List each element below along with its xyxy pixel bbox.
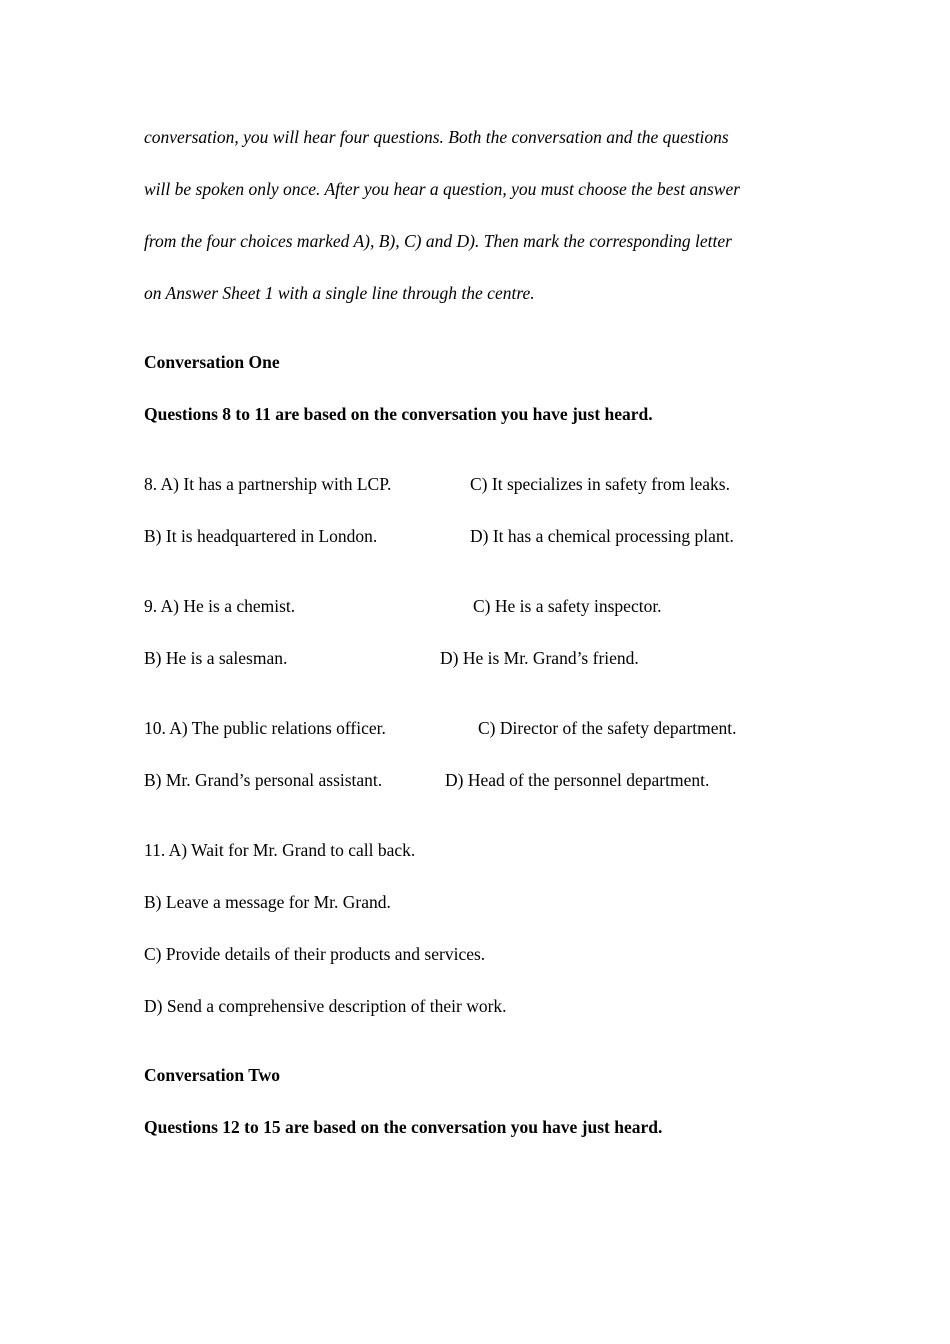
directions-line-4: on Answer Sheet 1 with a single line through the centre. bbox=[144, 283, 535, 303]
q10-option-b: B) Mr. Grand’s personal assistant. bbox=[144, 770, 383, 790]
conversation-two-instruction: Questions 12 to 15 are based on the conversation you have just heard. bbox=[144, 1117, 663, 1137]
q10-option-a: 10. A) The public relations officer. bbox=[144, 718, 386, 738]
q10-option-d: D) Head of the personnel department. bbox=[445, 770, 710, 790]
q8-option-c: C) It specializes in safety from leaks. bbox=[470, 474, 730, 494]
conversation-one-instruction: Questions 8 to 11 are based on the conversation you have just heard. bbox=[144, 404, 653, 424]
q8-option-a: 8. A) It has a partnership with LCP. bbox=[144, 474, 392, 494]
q8-option-b: B) It is headquartered in London. bbox=[144, 526, 378, 546]
directions-line-2: will be spoken only once. After you hear a question, you must choose the best answer bbox=[144, 179, 741, 199]
q11-option-b: B) Leave a message for Mr. Grand. bbox=[144, 892, 391, 912]
q11-option-d: D) Send a comprehensive description of their work. bbox=[144, 996, 507, 1016]
q8-option-d: D) It has a chemical processing plant. bbox=[470, 526, 734, 546]
q9-option-c: C) He is a safety inspector. bbox=[473, 596, 662, 616]
directions-line-1: conversation, you will hear four questions. Both the conversation and the questions bbox=[144, 127, 729, 147]
q10-option-c: C) Director of the safety department. bbox=[478, 718, 737, 738]
conversation-one-title: Conversation One bbox=[144, 352, 280, 372]
q11-option-c: C) Provide details of their products and services. bbox=[144, 944, 486, 964]
q9-option-b: B) He is a salesman. bbox=[144, 648, 288, 668]
q9-option-d: D) He is Mr. Grand’s friend. bbox=[440, 648, 639, 668]
conversation-two-title: Conversation Two bbox=[144, 1065, 280, 1085]
q9-option-a: 9. A) He is a chemist. bbox=[144, 596, 296, 616]
directions-line-3: from the four choices marked A), B), C) and D). Then mark the corresponding letter bbox=[144, 231, 732, 251]
q11-option-a: 11. A) Wait for Mr. Grand to call back. bbox=[144, 840, 416, 860]
